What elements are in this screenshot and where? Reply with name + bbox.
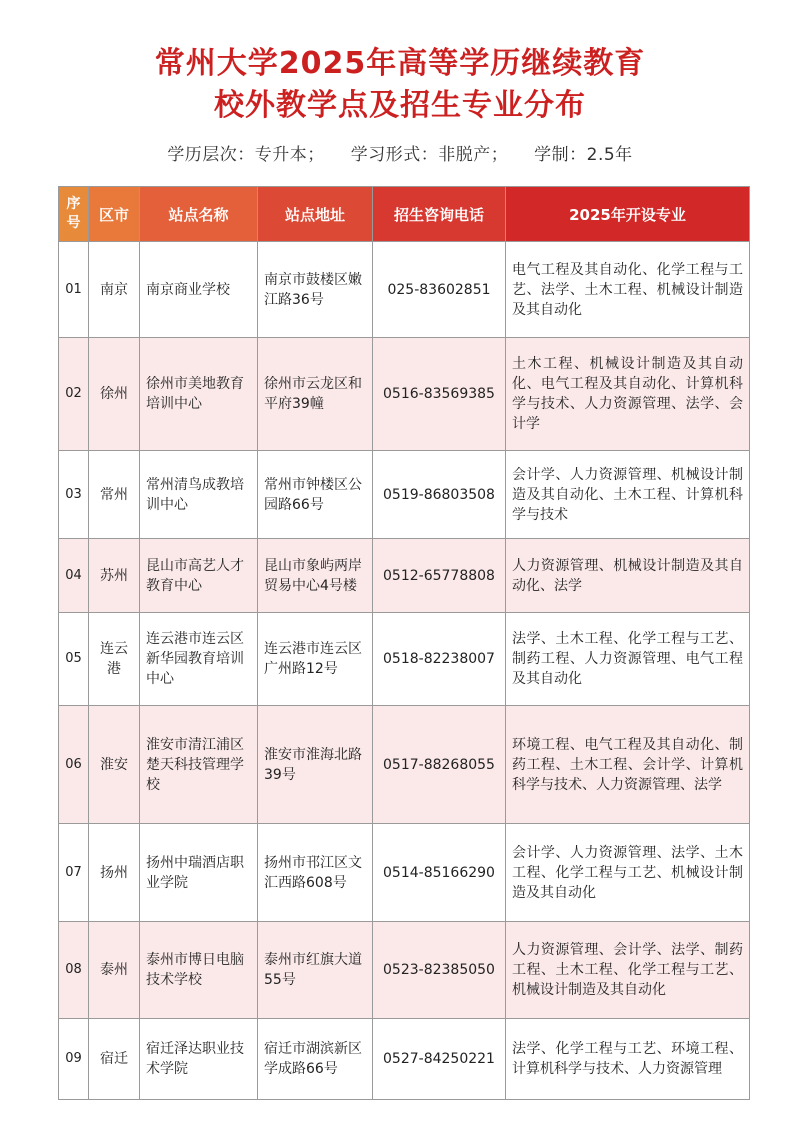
row-phone: 0514-85166290 (373, 824, 506, 922)
row-site-address: 淮安市淮海北路39号 (258, 706, 373, 824)
header-phone: 招生咨询电话 (373, 187, 506, 242)
row-phone: 025-83602851 (373, 242, 506, 338)
row-site-name: 常州清鸟成教培训中心 (140, 451, 258, 539)
table-row (59, 613, 750, 706)
row-phone: 0518-82238007 (373, 613, 506, 706)
row-majors: 会计学、人力资源管理、机械设计制造及其自动化、土木工程、计算机科学与技术 (506, 451, 750, 539)
program-info (0, 140, 800, 165)
table-row (59, 706, 750, 824)
row-phone: 0516-83569385 (373, 338, 506, 451)
study-form: 学习形式：非脱产； (350, 145, 509, 165)
page-title-line2: 校外教学点及招生专业分布 (214, 88, 586, 123)
row-no: 07 (59, 824, 89, 922)
row-site-address: 连云港市连云区广州路12号 (258, 613, 373, 706)
row-area: 连云港 (89, 613, 140, 706)
row-area: 南京 (89, 242, 140, 338)
page-title: 常州大学2025年高等学历继续教育 (154, 46, 646, 81)
table-row (59, 1019, 750, 1100)
table-row (59, 539, 750, 613)
table-row (59, 338, 750, 451)
row-area: 扬州 (89, 824, 140, 922)
row-area: 淮安 (89, 706, 140, 824)
row-majors: 会计学、人力资源管理、法学、土木工程、化学工程与工艺、机械设计制造及其自动化 (506, 824, 750, 922)
table-row (59, 451, 750, 539)
table-row (59, 824, 750, 922)
row-phone: 0512-65778808 (373, 539, 506, 613)
header-no: 序号 (59, 187, 89, 242)
header-area: 区市 (89, 187, 140, 242)
row-site-name: 扬州中瑞酒店职业学院 (140, 824, 258, 922)
row-site-name: 徐州市美地教育培训中心 (140, 338, 258, 451)
row-site-name: 宿迁泽达职业技术学院 (140, 1019, 258, 1100)
row-site-name: 南京商业学校 (140, 242, 258, 338)
row-majors: 土木工程、机械设计制造及其自动化、电气工程及其自动化、计算机科学与技术、人力资源管理、法学、会计学 (506, 338, 750, 451)
study-duration: 学制：2.5年 (534, 145, 633, 165)
row-majors: 人力资源管理、会计学、法学、制药工程、土木工程、化学工程与工艺、机械设计制造及其自动化 (506, 922, 750, 1019)
row-no: 04 (59, 539, 89, 613)
row-site-address: 泰州市红旗大道55号 (258, 922, 373, 1019)
row-phone: 0523-82385050 (373, 922, 506, 1019)
row-no: 01 (59, 242, 89, 338)
row-no: 02 (59, 338, 89, 451)
row-site-address: 扬州市邗江区文汇西路608号 (258, 824, 373, 922)
row-no: 06 (59, 706, 89, 824)
header-majors: 2025年开设专业 (506, 187, 750, 242)
table-row (59, 922, 750, 1019)
row-no: 09 (59, 1019, 89, 1100)
row-site-name: 连云港市连云区新华园教育培训中心 (140, 613, 258, 706)
row-no: 03 (59, 451, 89, 539)
header-site-name: 站点名称 (140, 187, 258, 242)
row-area: 常州 (89, 451, 140, 539)
row-phone: 0519-86803508 (373, 451, 506, 539)
row-majors: 电气工程及其自动化、化学工程与工艺、法学、土木工程、机械设计制造及其自动化 (506, 242, 750, 338)
header-site-address: 站点地址 (258, 187, 373, 242)
row-area: 泰州 (89, 922, 140, 1019)
row-site-name: 泰州市博日电脑技术学校 (140, 922, 258, 1019)
row-area: 宿迁 (89, 1019, 140, 1100)
row-no: 05 (59, 613, 89, 706)
table-row (59, 242, 750, 338)
row-phone: 0517-88268055 (373, 706, 506, 824)
row-site-address: 昆山市象屿两岸贸易中心4号楼 (258, 539, 373, 613)
row-majors: 环境工程、电气工程及其自动化、制药工程、土木工程、会计学、计算机科学与技术、人力资源管理、法学 (506, 706, 750, 824)
row-site-address: 南京市鼓楼区嫩江路36号 (258, 242, 373, 338)
row-site-address: 宿迁市湖滨新区学成路66号 (258, 1019, 373, 1100)
row-majors: 法学、土木工程、化学工程与工艺、制药工程、人力资源管理、电气工程及其自动化 (506, 613, 750, 706)
education-level: 学历层次：专升本； (167, 145, 325, 165)
row-majors: 法学、化学工程与工艺、环境工程、计算机科学与技术、人力资源管理 (506, 1019, 750, 1100)
row-site-name: 昆山市高艺人才教育中心 (140, 539, 258, 613)
table-header-row (59, 187, 750, 242)
row-area: 苏州 (89, 539, 140, 613)
row-majors: 人力资源管理、机械设计制造及其自动化、法学 (506, 539, 750, 613)
row-no: 08 (59, 922, 89, 1019)
row-site-name: 淮安市清江浦区楚天科技管理学校 (140, 706, 258, 824)
row-site-address: 徐州市云龙区和平府39幢 (258, 338, 373, 451)
row-site-address: 常州市钟楼区公园路66号 (258, 451, 373, 539)
row-phone: 0527-84250221 (373, 1019, 506, 1100)
sites-table (58, 186, 750, 1100)
row-area: 徐州 (89, 338, 140, 451)
